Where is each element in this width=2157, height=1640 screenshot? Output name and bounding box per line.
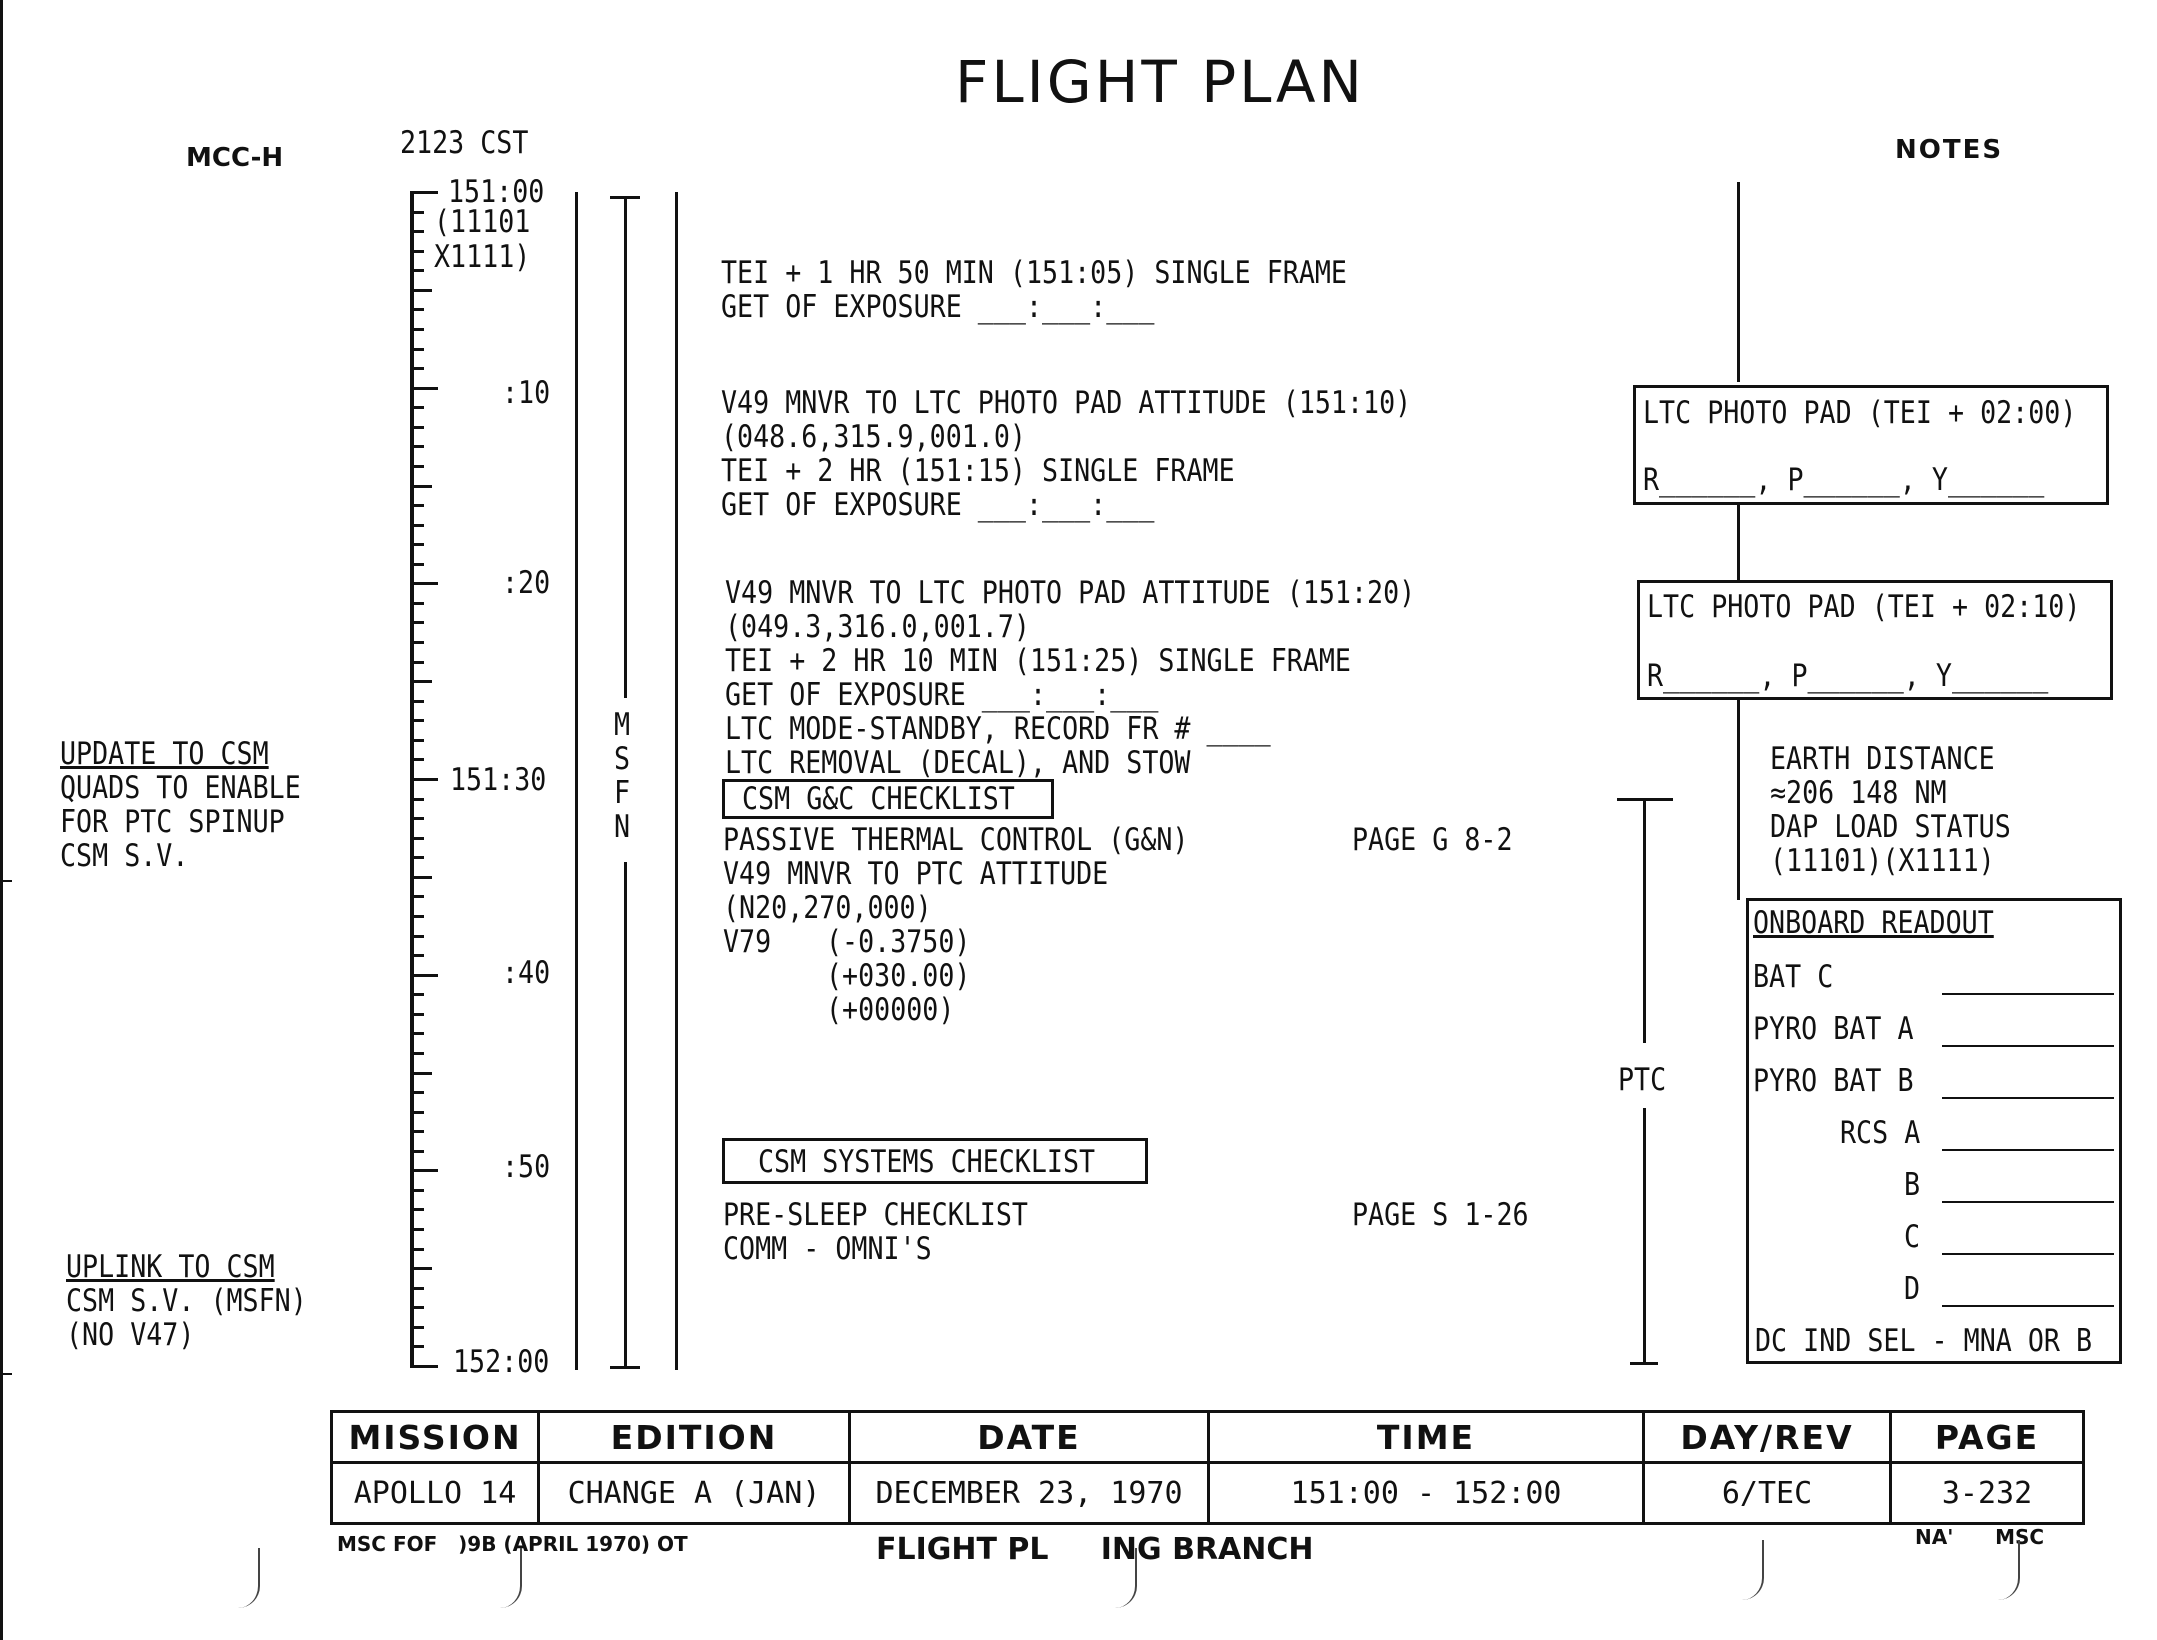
activity-line: V49 MNVR TO PTC ATTITUDE [723, 856, 1109, 892]
readout-blank [1942, 1045, 2114, 1047]
footer-table [330, 1410, 2085, 1525]
notes-divider [1737, 505, 1740, 580]
timeline-tick [410, 485, 432, 488]
timeline-tick [410, 1032, 424, 1035]
branch-name: FLIGHT PL ING BRANCH [876, 1532, 1314, 1567]
msfn-letter-m: M [614, 707, 631, 743]
activity-line: GET OF EXPOSURE ___:___:___ [721, 289, 1155, 325]
msfn-letter-n: N [614, 809, 631, 845]
msfn-bracket-bottom [624, 862, 627, 1367]
timeline-tick [410, 289, 432, 292]
timeline-tick [410, 719, 424, 722]
timeline-label-40: :40 [502, 955, 551, 991]
activity-line: PASSIVE THERMAL CONTROL (G&N) [723, 822, 1189, 858]
timeline-label-20: :20 [502, 565, 551, 601]
ptc-bracket-top [1643, 798, 1646, 1043]
earth-distance-value: ≈206 148 NM [1770, 775, 1947, 811]
binding-mark [1998, 1540, 2020, 1600]
msfn-letter-f: F [614, 775, 631, 811]
readout-blank [1942, 1253, 2114, 1255]
update-line-1: QUADS TO ENABLE [60, 770, 301, 806]
timeline-divider-2 [675, 192, 678, 1370]
timeline-tick [410, 1228, 424, 1231]
notes-divider [1737, 182, 1740, 382]
timeline-tick [410, 1189, 424, 1192]
photo-pad-rpy: R______, P______, Y______ [1643, 462, 2045, 498]
dap-status-top: (11101 [434, 204, 531, 240]
readout-label-rcs-d: D [1904, 1271, 1921, 1307]
timeline-tick [410, 1150, 424, 1153]
left-edge-tick-1 [0, 880, 12, 882]
activity-line: PRE-SLEEP CHECKLIST [723, 1197, 1028, 1233]
systems-checklist-label: CSM SYSTEMS CHECKLIST [758, 1144, 1096, 1180]
timeline-tick [410, 1130, 424, 1133]
timeline-tick [410, 1365, 438, 1368]
timeline-tick [410, 680, 432, 683]
activity-line: (048.6,315.9,001.0) [721, 419, 1026, 455]
uplink-heading: UPLINK TO CSM [66, 1249, 275, 1285]
timeline-tick [410, 641, 424, 644]
earth-distance-label: EARTH DISTANCE [1770, 741, 1995, 777]
timeline-tick [410, 1169, 438, 1172]
activity-line: TEI + 1 HR 50 MIN (151:05) SINGLE FRAME [721, 255, 1347, 291]
timeline-tick [410, 406, 424, 409]
timeline-end-label: 152:00 [453, 1344, 550, 1380]
readout-label-rcs-b: B [1904, 1167, 1921, 1203]
readout-blank [1942, 1305, 2114, 1307]
timeline-tick [410, 465, 424, 468]
update-line-2: FOR PTC SPINUP [60, 804, 285, 840]
page-reference: PAGE S 1-26 [1352, 1197, 1529, 1233]
timeline-tick [410, 876, 432, 879]
uplink-line-2: (NO V47) [66, 1317, 195, 1353]
timeline-tick [410, 739, 424, 742]
binding-mark [500, 1548, 522, 1608]
readout-label-rcs-c: C [1904, 1219, 1921, 1255]
activity-line: V49 MNVR TO LTC PHOTO PAD ATTITUDE (151:20) [725, 575, 1416, 611]
activity-line: (049.3,316.0,001.7) [725, 609, 1030, 645]
timeline-tick [410, 915, 424, 918]
timeline-tick [410, 563, 424, 566]
mcc-h-label: MCC-H [186, 143, 284, 173]
uplink-line-1: CSM S.V. (MSFN) [66, 1283, 307, 1319]
readout-blank [1942, 1097, 2114, 1099]
timeline-tick [410, 954, 424, 957]
footer-header-date: DATE [850, 1412, 1209, 1463]
activity-line: (N20,270,000) [723, 890, 932, 926]
timeline-tick [410, 211, 424, 214]
timeline-tick [410, 602, 424, 605]
timeline-tick [410, 191, 438, 194]
timeline-tick [410, 856, 424, 859]
readout-label-pyro-bat-a: PYRO BAT A [1753, 1011, 1914, 1047]
ptc-bracket-bottom-cap [1630, 1362, 1658, 1365]
timeline-tick [410, 798, 424, 801]
timeline-label-30: 151:30 [450, 762, 547, 798]
readout-label-rcs-a: RCS A [1840, 1115, 1921, 1151]
v79-value-2: (+030.00) [826, 958, 971, 994]
activity-line: TEI + 2 HR (151:15) SINGLE FRAME [721, 453, 1235, 489]
agency-mark: NA' MSC [1915, 1525, 2045, 1549]
readout-blank [1942, 1201, 2114, 1203]
photo-pad-title: LTC PHOTO PAD (TEI + 02:10) [1647, 589, 2081, 625]
timeline-tick [410, 993, 424, 996]
footer-value-page: 3-232 [1891, 1463, 2084, 1524]
dap-status-bottom: X1111) [434, 239, 531, 275]
footer-value-dayrev: 6/TEC [1644, 1463, 1891, 1524]
timeline-tick [410, 1208, 424, 1211]
activity-line: LTC MODE-STANDBY, RECORD FR # ____ [725, 711, 1271, 747]
dap-load-value: (11101)(X1111) [1770, 843, 1995, 879]
timeline-tick [410, 445, 424, 448]
activity-line: TEI + 2 HR 10 MIN (151:25) SINGLE FRAME [725, 643, 1351, 679]
footer-header-dayrev: DAY/REV [1644, 1412, 1891, 1463]
timeline-tick [410, 1091, 424, 1094]
timeline-tick [410, 700, 424, 703]
update-heading: UPDATE TO CSM [60, 736, 269, 772]
msfn-letter-s: S [614, 741, 631, 777]
footer-header-page: PAGE [1891, 1412, 2084, 1463]
timeline-tick [410, 230, 424, 233]
readout-blank [1942, 993, 2114, 995]
activity-line: V49 MNVR TO LTC PHOTO PAD ATTITUDE (151:10) [721, 385, 1412, 421]
timeline-tick [410, 817, 424, 820]
msfn-bracket-top [624, 198, 627, 698]
activity-line: LTC REMOVAL (DECAL), AND STOW [725, 745, 1191, 781]
binding-mark [1115, 1548, 1137, 1608]
verb-label: V79 [723, 924, 772, 960]
timeline-tick [410, 1072, 432, 1075]
onboard-readout-heading: ONBOARD READOUT [1753, 905, 1994, 941]
photo-pad-rpy: R______, P______, Y______ [1647, 658, 2049, 694]
readout-blank [1942, 1149, 2114, 1151]
timeline-tick [410, 367, 424, 370]
timeline-label-50: :50 [502, 1149, 551, 1185]
msfn-bracket-bottom-cap [610, 1366, 640, 1369]
timeline-tick [410, 974, 438, 977]
footer-header-time: TIME [1209, 1412, 1644, 1463]
timeline-tick [410, 582, 438, 585]
footer-header-edition: EDITION [539, 1412, 850, 1463]
left-edge-line [0, 0, 3, 1640]
footer-value-edition: CHANGE A (JAN) [539, 1463, 850, 1524]
timeline-tick [410, 1052, 424, 1055]
timeline-tick [410, 504, 424, 507]
timeline-tick [410, 1306, 424, 1309]
msfn-bracket-top-cap [610, 196, 640, 199]
activity-line: GET OF EXPOSURE ___:___:___ [725, 677, 1159, 713]
timeline-tick [410, 1326, 424, 1329]
timeline-tick [410, 308, 424, 311]
timeline-start-label: 151:00 [448, 174, 545, 210]
timeline-tick [410, 935, 424, 938]
page-reference: PAGE G 8-2 [1352, 822, 1513, 858]
update-line-3: CSM S.V. [60, 838, 189, 874]
readout-label-bat-c: BAT C [1753, 959, 1834, 995]
footer-value-mission: APOLLO 14 [332, 1463, 539, 1524]
timeline-tick [410, 524, 424, 527]
timeline-tick [410, 758, 424, 761]
gnc-checklist-label: CSM G&C CHECKLIST [742, 781, 1015, 817]
timeline-tick [410, 1287, 424, 1290]
timeline-tick [410, 1345, 424, 1348]
timeline-tick [410, 250, 424, 253]
timeline-tick [410, 543, 424, 546]
footer-value-time: 151:00 - 152:00 [1209, 1463, 1644, 1524]
notes-divider [1737, 700, 1740, 900]
timeline-tick [410, 348, 424, 351]
v79-value-3: (+00000) [826, 992, 955, 1028]
left-edge-tick-2 [0, 1373, 12, 1375]
timeline-tick [410, 1267, 432, 1270]
notes-label: NOTES [1895, 135, 2004, 165]
form-number: MSC FOF )9B (APRIL 1970) OT [337, 1532, 688, 1556]
timeline-tick [410, 621, 424, 624]
timeline-tick [410, 1248, 424, 1251]
binding-mark [1742, 1540, 1764, 1600]
readout-label-pyro-bat-b: PYRO BAT B [1753, 1063, 1914, 1099]
binding-mark [238, 1548, 260, 1608]
page-title: FLIGHT PLAN [955, 48, 1365, 116]
photo-pad-title: LTC PHOTO PAD (TEI + 02:00) [1643, 395, 2077, 431]
timeline-tick [410, 778, 438, 781]
time-zone-note: 2123 CST [400, 125, 529, 161]
activity-line: GET OF EXPOSURE ___:___:___ [721, 487, 1155, 523]
timeline-tick [410, 269, 424, 272]
timeline-tick [410, 1111, 424, 1114]
timeline-tick [410, 1013, 424, 1016]
activity-line: COMM - OMNI'S [723, 1231, 932, 1267]
timeline-tick [410, 661, 424, 664]
timeline-tick [410, 328, 424, 331]
timeline-tick [410, 837, 424, 840]
timeline-divider-1 [575, 192, 578, 1370]
ptc-bracket-bottom [1643, 1108, 1646, 1363]
footer-header-mission: MISSION [332, 1412, 539, 1463]
ptc-label: PTC [1618, 1062, 1667, 1098]
dap-load-label: DAP LOAD STATUS [1770, 809, 2011, 845]
timeline-tick [410, 426, 424, 429]
timeline-tick [410, 387, 438, 390]
v79-value-1: (-0.3750) [826, 924, 971, 960]
timeline-tick [410, 895, 424, 898]
footer-value-date: DECEMBER 23, 1970 [850, 1463, 1209, 1524]
timeline-label-10: :10 [502, 375, 551, 411]
readout-footer: DC IND SEL - MNA OR B [1755, 1323, 2093, 1359]
